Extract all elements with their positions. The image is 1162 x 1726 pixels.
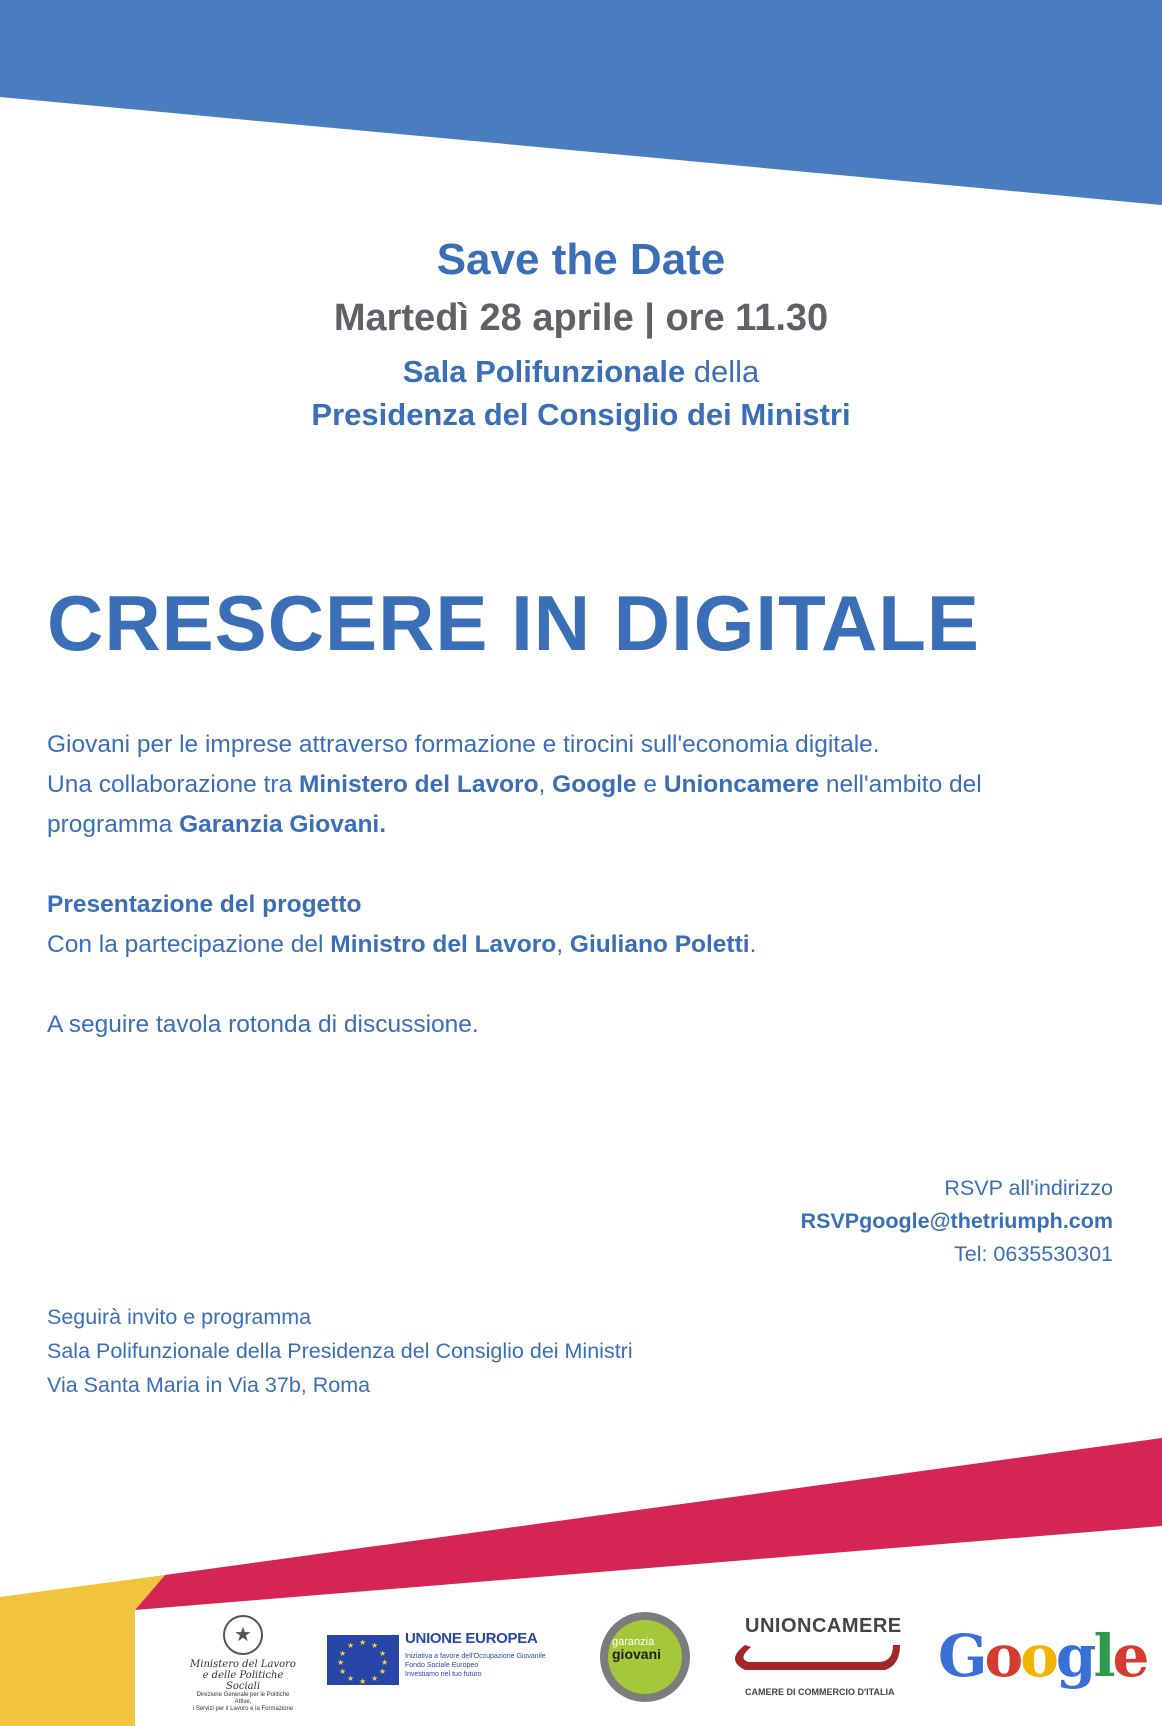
rsvp-email-link[interactable]: RSVPgoogle@thetriumph.com [800,1209,1113,1233]
minister-title: Ministro del Lavoro [330,931,557,958]
intro-line-1: Giovani per le imprese attraverso formazione e tirocini sull'economia digitale. [47,731,880,758]
eu-subtitle [405,1652,580,1679]
eu-title: UNIONE EUROPEA [405,1630,538,1647]
venue-institution: Presidenza del Consiglio dei Ministri [311,397,851,432]
garanzia-giovani-logo [600,1612,690,1702]
eu-sub-1: Iniziativa a favore dell'Occupazione Giovanile [405,1653,546,1660]
partner-ministero: Ministero del Lavoro [298,771,539,798]
intro-text: programma [47,811,180,838]
event-venue [0,350,1162,436]
republic-emblem-icon [223,1615,263,1655]
ministero-line-1: Ministero del Lavoro [190,1659,296,1670]
footer-venue-info [47,1300,633,1402]
event-headline: CRESCERE IN DIGITALE [47,579,980,667]
unioncamere-logo [715,1615,915,1700]
unioncamere-swoosh-icon [715,1615,915,1685]
presentation-text: Con la partecipazione del [47,931,331,958]
unioncamere-name: UNIONCAMERE [745,1615,902,1637]
programme-name: Garanzia Giovani. [179,811,387,838]
ministero-direction [188,1692,298,1713]
event-date-time: Martedì 28 aprile | ore 11.30 [333,297,829,339]
footer-line-2: Sala Polifunzionale della Presidenza del Consiglio dei Ministri [47,1339,633,1363]
ministero-name [188,1659,298,1692]
rsvp-phone: Tel: 0635530301 [953,1242,1113,1266]
minister-name: Giuliano Poletti [569,931,750,958]
venue-connector: della [685,354,760,389]
rsvp-block [801,1172,1113,1271]
venue-name: Sala Polifunzionale [402,354,686,389]
intro-paragraph [47,725,1117,845]
bottom-red-band-shape [135,1438,1162,1610]
intro-text: Una collaborazione tra [47,771,299,798]
eu-flag-icon: ★ ★ ★ ★ ★ ★ ★ ★ ★ ★ ★ ★ [327,1635,399,1685]
intro-text: nell'ambito del [819,771,982,798]
ministero-line-3: Direzione Generale per le Politiche Attive, [196,1692,290,1705]
presentation-text: , [556,931,570,958]
unione-europea-logo [327,1630,577,1690]
garanzia-giovani-text [612,1636,661,1660]
intro-text: e [636,771,664,798]
top-blue-band-shape [0,0,1162,205]
intro-text: , [538,771,553,798]
google-logo: Google [938,1622,1147,1690]
save-the-date-title: Save the Date [436,235,726,284]
roundtable-note: A seguire tavola rotonda di discussione. [47,1011,479,1038]
partner-google: Google [552,771,637,798]
garanzia-word: garanzia [612,1636,655,1648]
partner-logos [170,1610,1147,1720]
giovani-word: giovani [612,1646,662,1662]
footer-line-1: Seguirà invito e programma [47,1305,312,1329]
ministero-line-4: i Servizi per il Lavoro e la Formazione [192,1706,294,1712]
presentation-heading: Presentazione del progetto [47,891,362,918]
presentation-text: . [749,931,757,958]
rsvp-label: RSVP all'indirizzo [944,1176,1113,1200]
eu-sub-3: Investiamo nel tuo futuro [405,1671,482,1678]
eu-sub-2: Fondo Sociale Europeo [405,1662,479,1669]
bottom-yellow-band-shape [0,1575,165,1726]
footer-line-3: Via Santa Maria in Via 37b, Roma [47,1373,371,1397]
partner-unioncamere: Unioncamere [663,771,820,798]
unioncamere-subtitle: CAMERE DI COMMERCIO D'ITALIA [745,1687,895,1697]
ministero-lavoro-logo [188,1615,298,1712]
presentation-paragraph [47,885,1117,965]
ministero-line-2: e delle Politiche Sociali [202,1670,284,1692]
